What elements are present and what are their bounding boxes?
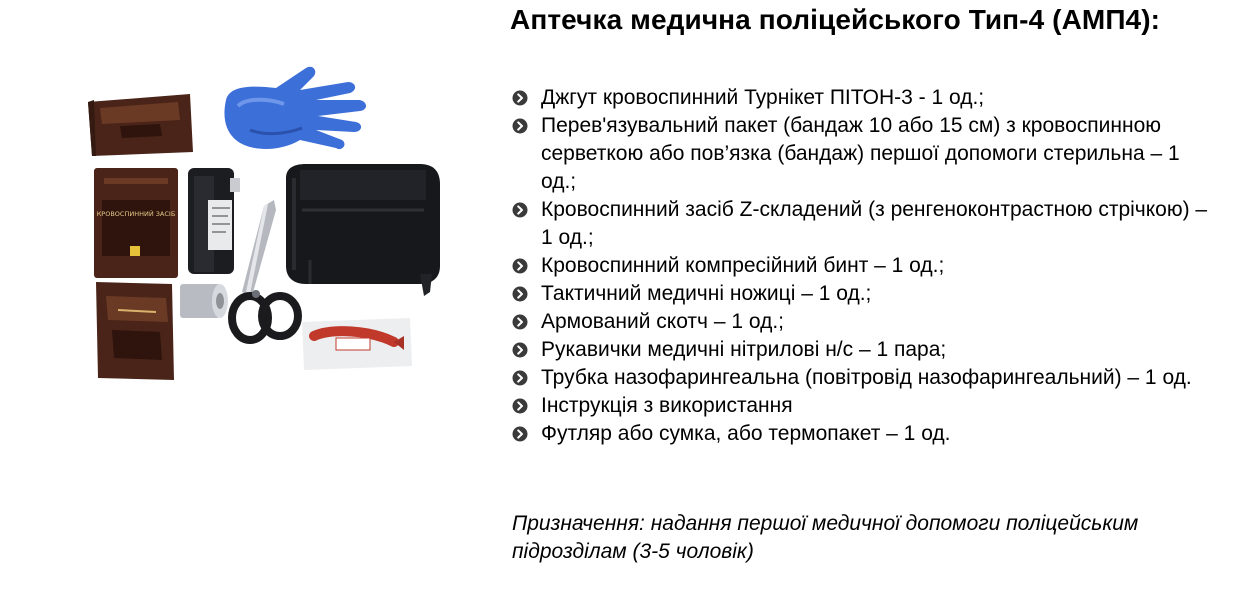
bullet-chevron-icon: [512, 258, 528, 274]
bullet-chevron-icon: [512, 202, 528, 218]
list-item-text: Джгут кровоспинний Турнікет ПІТОН-3 - 1 од.;: [541, 86, 985, 109]
bullet-chevron-icon: [512, 398, 528, 414]
list-item-text: Перев'язувальний пакет (бандаж 10 або 15 см) з кровоспинною серветкою або пов’язка (бандаж) першої допомоги стерильна – 1 од.;: [541, 114, 1180, 193]
purpose-note: Призначення: надання першої медичної допомоги поліцейським підрозділам (3-5 чоловік): [512, 512, 1139, 563]
list-item-text: Інструкція з використання: [541, 394, 793, 417]
list-item: [510, 364, 1210, 392]
list-item-text: Армований скотч – 1 од.;: [541, 310, 784, 333]
list-item: [510, 112, 1210, 196]
list-item: [510, 84, 1210, 112]
package-label: КРОВОСПИННИЙ ЗАСІБ: [96, 210, 176, 218]
list-item: [510, 280, 1210, 308]
list-item: [510, 308, 1210, 336]
bullet-chevron-icon: [512, 342, 528, 358]
first-aid-kit-photo: [80, 60, 460, 390]
page-title: Аптечка медична поліцейського Тип-4 (АМП4):: [510, 4, 1161, 35]
list-item-text: Рукавички медичні нітрилові н/с – 1 пара;: [541, 338, 947, 361]
list-item-text: Кровоспинний компресійний бинт – 1 од.;: [541, 254, 945, 277]
bullet-chevron-icon: [512, 370, 528, 386]
tactical-pouch: [286, 164, 440, 296]
compression-bandage-package: [96, 282, 174, 380]
bullet-chevron-icon: [512, 426, 528, 442]
list-item-text: Тактичний медичні ножиці – 1 од.;: [541, 282, 872, 305]
list-item: [510, 336, 1210, 364]
bullet-chevron-icon: [512, 286, 528, 302]
list-item: [510, 252, 1210, 280]
nitrile-gloves: [224, 67, 366, 149]
list-item-text: Трубка назофарингеальна (повітровід назофарингеальний) – 1 од.: [541, 366, 1192, 389]
kit-contents-list: [510, 84, 1210, 448]
nasopharyngeal-airway-package: [302, 318, 412, 370]
bullet-chevron-icon: [512, 90, 528, 106]
list-item-text: Кровоспинний засіб Z-складений (з ренгеноконтрастною стрічкою) – 1 од.;: [541, 198, 1208, 249]
black-tourniquet: [188, 168, 240, 274]
list-item: [510, 392, 1210, 420]
list-item: [510, 420, 1210, 448]
bullet-chevron-icon: [512, 118, 528, 134]
list-item-text: Футляр або сумка, або термопакет – 1 од.: [541, 422, 951, 445]
list-item: [510, 196, 1210, 252]
tourniquet-package: [88, 94, 193, 156]
reinforced-tape-roll: [180, 284, 228, 318]
bullet-chevron-icon: [512, 314, 528, 330]
hemostatic-agent-package: [94, 168, 178, 278]
